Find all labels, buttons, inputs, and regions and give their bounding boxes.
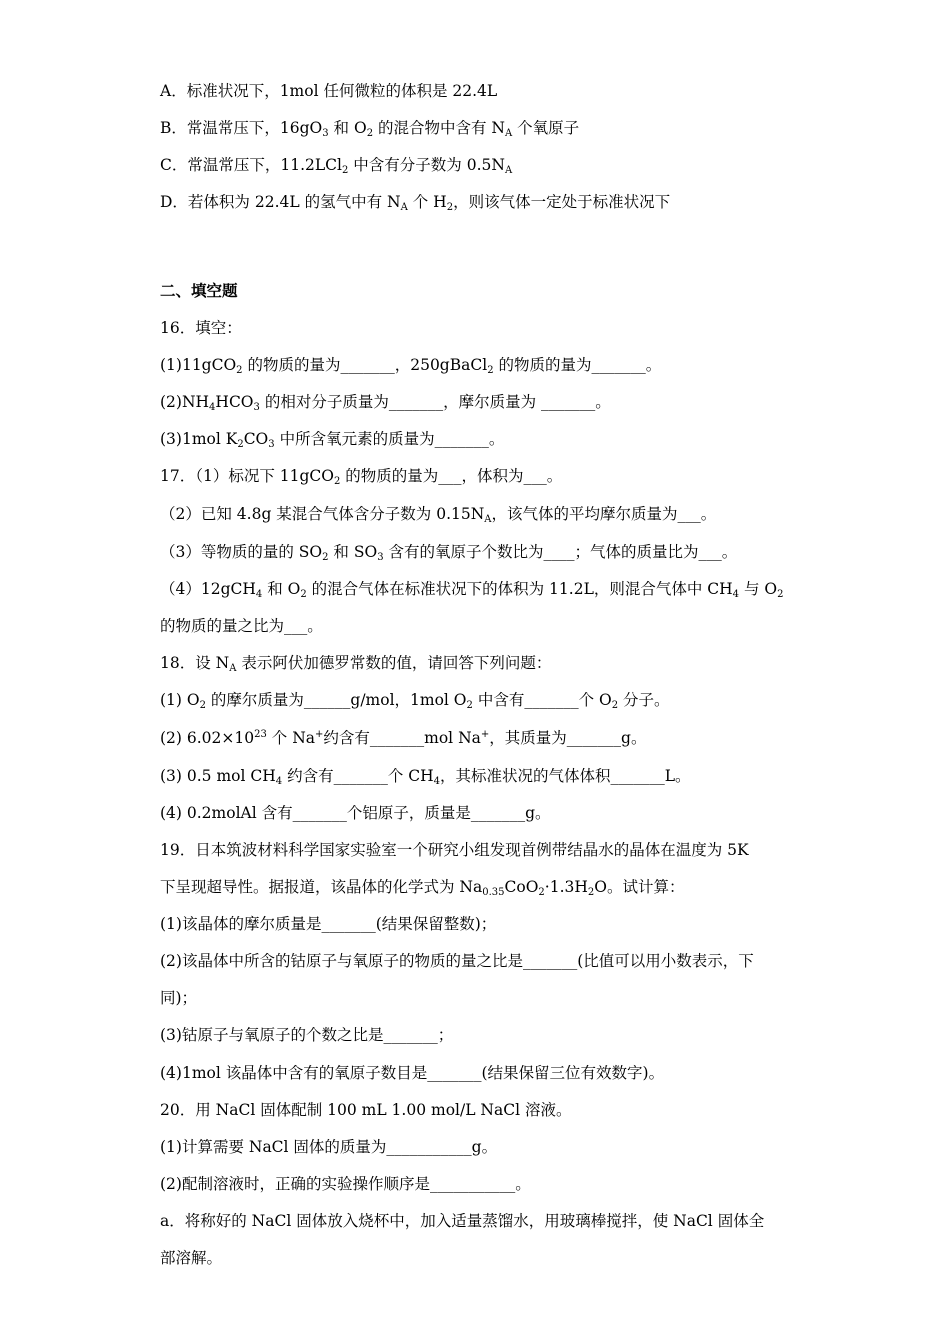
- text-line-q19-2a: (2)该晶体中所含的钴原子与氧原子的物质的量之比是_______(比值可以用小数表示，下: [160, 952, 754, 970]
- text-line-q17-4b: 的物质的量之比为___。: [160, 617, 323, 635]
- text-line-q19b: 下呈现超导性。据报道，该晶体的化学式为 $Na_{0.35}CoO_2\cdot 1.3H_2O$。试计算：: [160, 878, 685, 898]
- text-line-q19-1: (1)该晶体的摩尔质量是_______(结果保留整数)；: [160, 915, 497, 933]
- text-line-q20-a2: 部溶解。: [160, 1249, 223, 1267]
- text-line-q17-4a: （4）12gCH$_4$ 和 $O_2$ 的混合气体在标准状况下的体积为 11.2L，则混合气体中 $CH_4$ 与 $O_2$: [160, 580, 784, 600]
- text-line-q19-2b: 同)；: [160, 989, 198, 1007]
- text-line-q19a: 19．日本筑波材料科学国家实验室一个研究小组发现首例带结晶水的晶体在温度为 5K: [160, 841, 749, 859]
- text-line-q16-2: $(2)NH_4HCO_3$ 的相对分子质量为_______，摩尔质量为 _______。: [160, 393, 611, 413]
- text-line-C: C．常温常压下，11.2LCl$_2$ 中含有分子数为 $0.5N_A$: [160, 156, 513, 176]
- text-line-q20: 20．用 NaCl 固体配制 100 mL 1.00 mol/L NaCl 溶液。: [160, 1101, 572, 1119]
- text-line-q16-3: (3)1mol $K_2CO_3$ 中所含氧元素的质量为_______。: [160, 430, 505, 450]
- text-line-q18-3: (3) 0.5 mol $CH_4$ 约含有_______个 $CH_4$，其标准状况的气体体积_______L。: [160, 767, 691, 787]
- text-line-q18-2: (2) $6.02\times 10^{23}$ 个 Na+约含有_______mol Na+，其质量为_______g。: [160, 729, 647, 747]
- text-line-q19-3: (3)钴原子与氧原子的个数之比是_______；: [160, 1026, 454, 1044]
- text-line-q17-1: 17．（1）标况下 11gCO$_2$ 的物质的量为___，体积为___。: [160, 467, 563, 487]
- text-line-q18-4: (4) 0.2molAl 含有_______个铝原子，质量是_______g。: [160, 804, 551, 822]
- text-line-q20-1: (1)计算需要 NaCl 固体的质量为___________g。: [160, 1138, 498, 1156]
- text-line-q17-2: （2）已知 4.8g 某混合气体含分子数为 $0.15N_A$，该气体的平均摩尔质量为___。: [160, 505, 717, 525]
- text-line-q20-a1: a．将称好的 NaCl 固体放入烧杯中，加入适量蒸馏水，用玻璃棒搅拌，使 NaCl 固体全: [160, 1212, 765, 1230]
- text-line-q20-2: (2)配制溶液时，正确的实验操作顺序是___________。: [160, 1175, 531, 1193]
- text-line-q18-1: (1) $O_2$ 的摩尔质量为______g/mol，1mol $O_2$ 中含有_______个 $O_2$ 分子。: [160, 691, 670, 711]
- text-line-A: A．标准状况下，1mol 任何微粒的体积是 22.4L: [160, 82, 498, 100]
- text-line-q18: 18．设 $N_A$ 表示阿伏加德罗常数的值，请回答下列问题：: [160, 654, 552, 674]
- section-heading-sec2: 二、填空题: [160, 281, 238, 300]
- text-line-q16-1: (1)11gCO$_2$ 的物质的量为_______，250gBaCl$_2$ 的物质的量为_______。: [160, 356, 662, 376]
- text-line-q19-4: (4)1mol 该晶体中含有的氧原子数目是_______(结果保留三位有效数字)。: [160, 1064, 665, 1082]
- text-line-q16: 16．填空：: [160, 319, 242, 337]
- text-line-q17-3: （3）等物质的量的 $SO_2$ 和 $SO_3$ 含有的氧原子个数比为____；气体的质量比为___。: [160, 543, 738, 563]
- text-line-D: D．若体积为 22.4L 的氢气中有 $N_A$ 个 $H_2$，则该气体一定处于标准状况下: [160, 193, 671, 213]
- text-line-B: B．常温常压下，$16gO_3$ 和 $O_2$ 的混合物中含有 $N_A$ 个氧原子: [160, 119, 580, 139]
